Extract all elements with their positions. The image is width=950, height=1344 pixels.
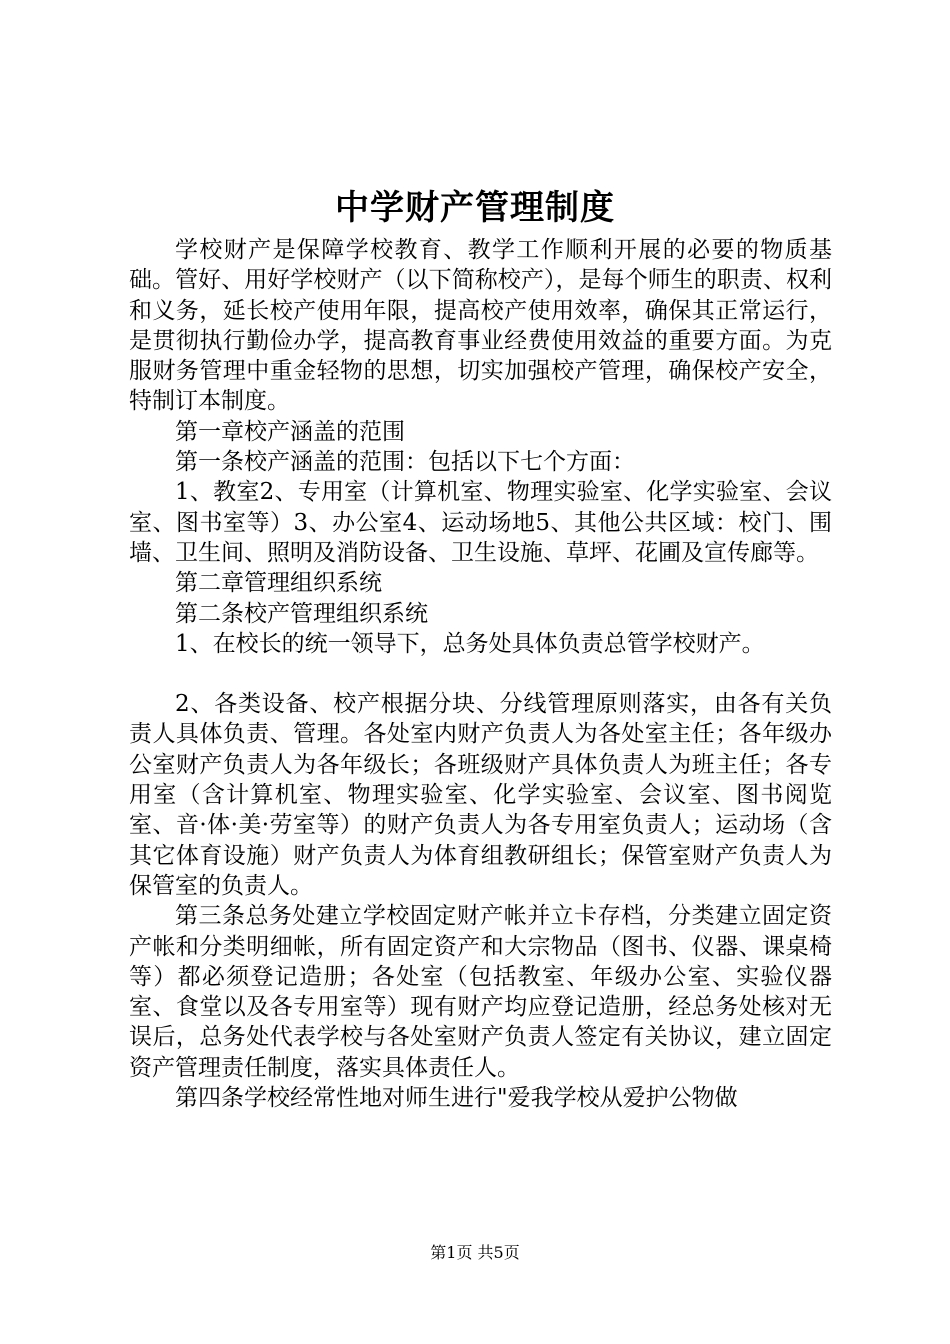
paragraph-article-1-list: 1、教室2、专用室（计算机室、物理实验室、化学实验室、会议室、图书室等）3、办公室4、运动场地5、其他公共区域：校门、围墙、卫生间、照明及消防设备、卫生设施、草坪、花圃及宣传廊等。	[129, 479, 832, 566]
document-body	[129, 235, 832, 1113]
paragraph-intro: 学校财产是保障学校教育、教学工作顺利开展的必要的物质基础。管好、用好学校财产（以下简称校产），是每个师生的职责、权利和义务，延长校产使用年限，提高校产使用效率，确保其正常运行，是贯彻执行勤俭办学，提高教育事业经费使用效益的重要方面。为克服财务管理中重金轻物的思想，切实加强校产管理，确保校产安全，特制订本制度。	[129, 237, 832, 415]
paragraph-article-2: 第二条校产管理组织系统	[175, 600, 428, 627]
paragraph-article-4: 第四条学校经常性地对师生进行"爱我学校从爱护公物做	[175, 1085, 738, 1112]
paragraph-article-3: 第三条总务处建立学校固定财产帐并立卡存档，分类建立固定资产帐和分类明细帐，所有固定资产和大宗物品（图书、仪器、课桌椅等）都必须登记造册；各处室（包括教室、年级办公室、实验仪器室、食堂以及各专用室等）现有财产均应登记造册，经总务处核对无误后，总务处代表学校与各处室财产负责人签定有关协议，建立固定资产管理责任制度，落实具体责任人。	[129, 903, 832, 1081]
paragraph-chapter-2-heading: 第二章管理组织系统	[175, 570, 382, 597]
paragraph-article-1: 第一条校产涵盖的范围：包括以下七个方面：	[175, 449, 635, 476]
paragraph-article-2-item-1: 1、在校长的统一领导下，总务处具体负责总管学校财产。	[175, 630, 765, 657]
paragraph-chapter-1-heading: 第一章校产涵盖的范围	[175, 418, 405, 445]
paragraph-article-2-item-2: 2、各类设备、校产根据分块、分线管理原则落实，由各有关负责人具体负责、管理。各处室内财产负责人为各处室主任；各年级办公室财产负责人为各年级长；各班级财产具体负责人为班主任；各专用室（含计算机室、物理实验室、化学实验室、会议室、图书阅览室、音·体·美·劳室等）的财产负责人为各专用室负责人；运动场（含其它体育设施）财产负责人为体育组教研组长；保管室财产负责人为保管室的负责人。	[129, 691, 832, 899]
document-title: 中学财产管理制度	[335, 188, 615, 228]
page-footer: 第1页 共5页	[430, 1243, 520, 1262]
